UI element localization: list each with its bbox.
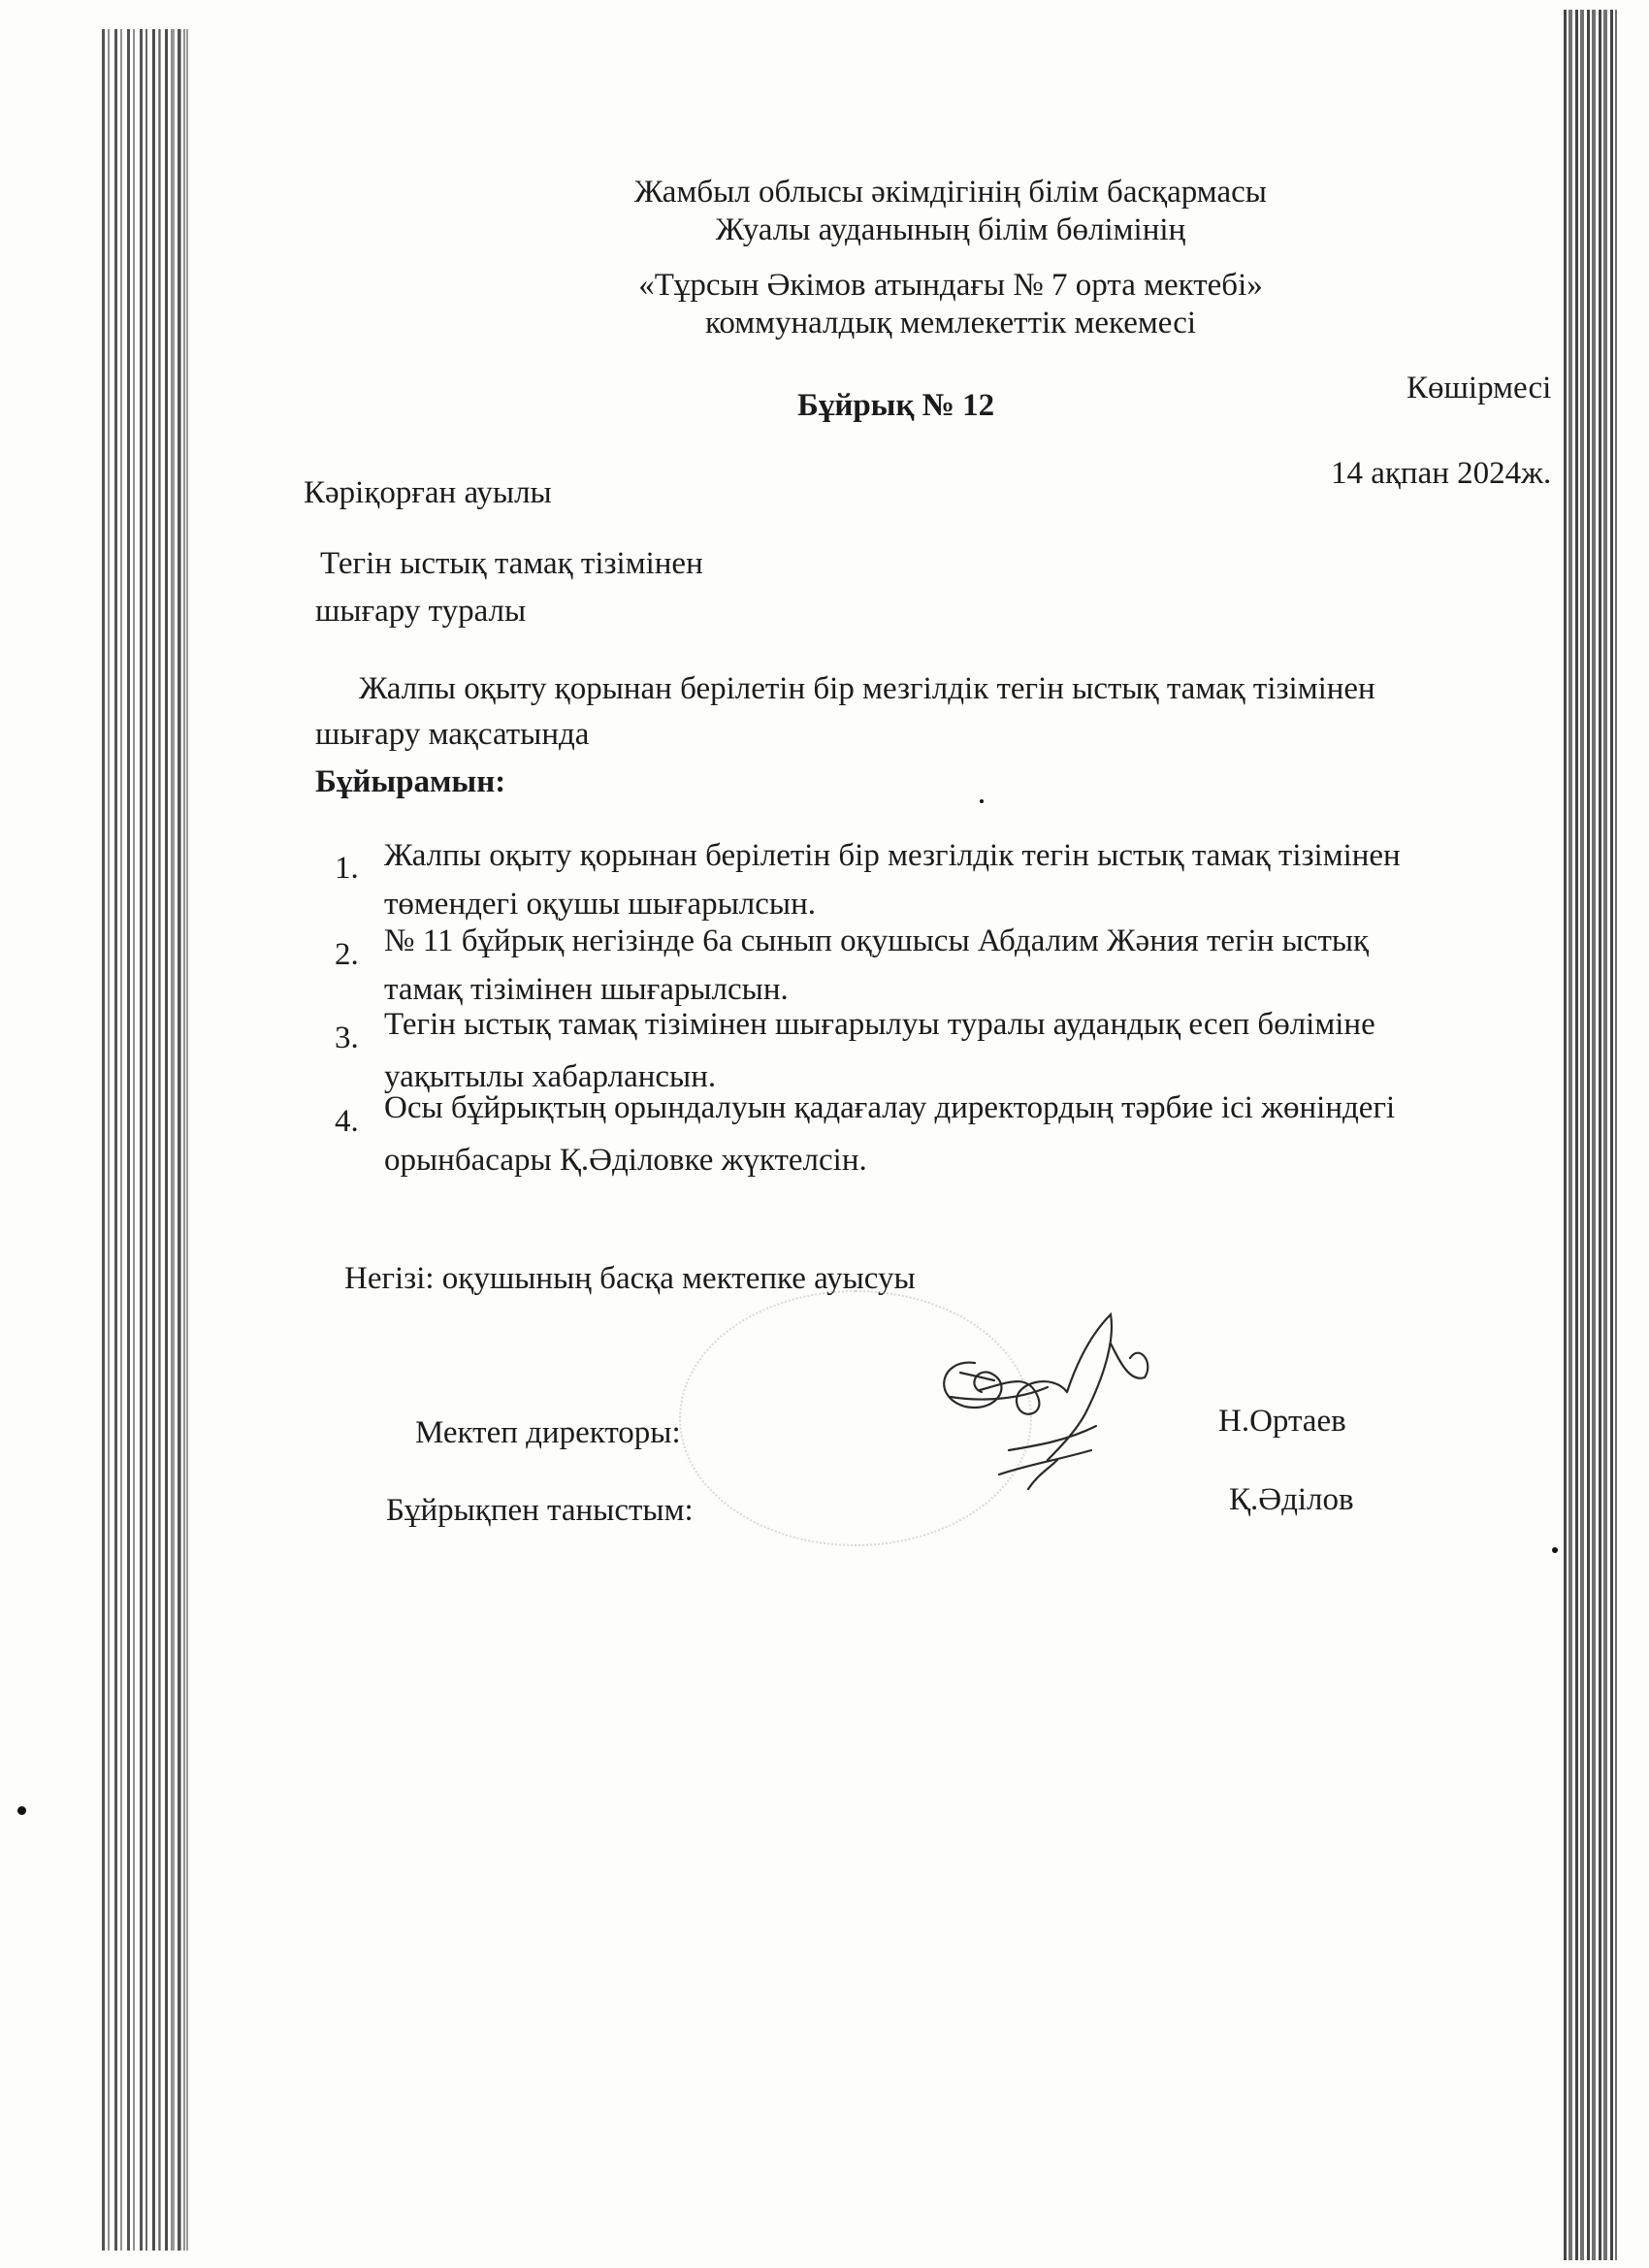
order-place: Кәріқорған ауылы (304, 475, 552, 510)
acknowledgement-label: Бұйрықпен таныстым: (386, 1493, 694, 1528)
scan-speck (980, 799, 984, 803)
subject-line-1: Тегін ыстық тамақ тізімінен (320, 546, 703, 581)
order-date: 14 ақпан 2024ж. (1331, 456, 1552, 491)
copy-mark: Көшірмесі (1406, 371, 1552, 405)
order-title: Бұйрық № 12 (797, 388, 995, 423)
letterhead-line-1: Жамбыл облысы әкімдігінің білім басқармасы (634, 175, 1267, 210)
item-text-line-2: тамақ тізімінен шығарылсын. (384, 972, 789, 1007)
director-name: Н.Ортаев (1218, 1404, 1346, 1439)
item-number: 4. (335, 1104, 359, 1139)
item-text-line-2: төмендегі оқушы шығарылсын. (384, 887, 817, 922)
decree-word: Бұйырамын: (315, 764, 506, 799)
signature-image (922, 1305, 1174, 1547)
letterhead-line-2: Жуалы ауданының білім бөлімінің (715, 212, 1186, 247)
acknowledgement-name: Қ.Әділов (1229, 1482, 1354, 1517)
item-text-line-1: Осы бұйрықтың орындалуын қадағалау директордың тәрбие ісі жөніндегі (384, 1090, 1396, 1125)
item-text-line-1: № 11 бұйрық негізінде 6а сынып оқушысы Абдалим Жәния тегін ыстық (384, 923, 1370, 958)
item-text-line-1: Тегін ыстық тамақ тізімінен шығарылуы туралы аудандық есеп бөліміне (384, 1007, 1375, 1042)
scan-artifact-right (1564, 10, 1617, 2260)
item-number: 1. (335, 851, 359, 886)
scan-speck (1552, 1547, 1558, 1553)
item-text-line-1: Жалпы оқыту қорынан берілетін бір мезгілдік тегін ыстық тамақ тізімінен (384, 838, 1401, 873)
letterhead-line-3: «Тұрсын Әкімов атындағы № 7 орта мектебі» (638, 268, 1263, 303)
item-number: 3. (335, 1021, 359, 1055)
item-number: 2. (335, 937, 359, 972)
preamble-line-1: Жалпы оқыту қорынан берілетін бір мезгілдік тегін ыстық тамақ тізімінен (359, 671, 1375, 706)
basis-text: Негізі: оқушының басқа мектепке ауысуы (344, 1261, 916, 1296)
scan-speck (17, 1806, 26, 1815)
letterhead-line-4: коммуналдық мемлекеттік мекемесі (704, 306, 1197, 340)
scan-artifact-left-inner (146, 29, 189, 2251)
item-text-line-2: орынбасары Қ.Әділовке жүктелсін. (384, 1143, 867, 1178)
item-text-line-2: уақытылы хабарлансын. (384, 1059, 717, 1094)
subject-line-2: шығару туралы (315, 594, 527, 629)
preamble-line-2: шығару мақсатында (315, 717, 590, 752)
director-label: Мектеп директоры: (415, 1415, 681, 1450)
